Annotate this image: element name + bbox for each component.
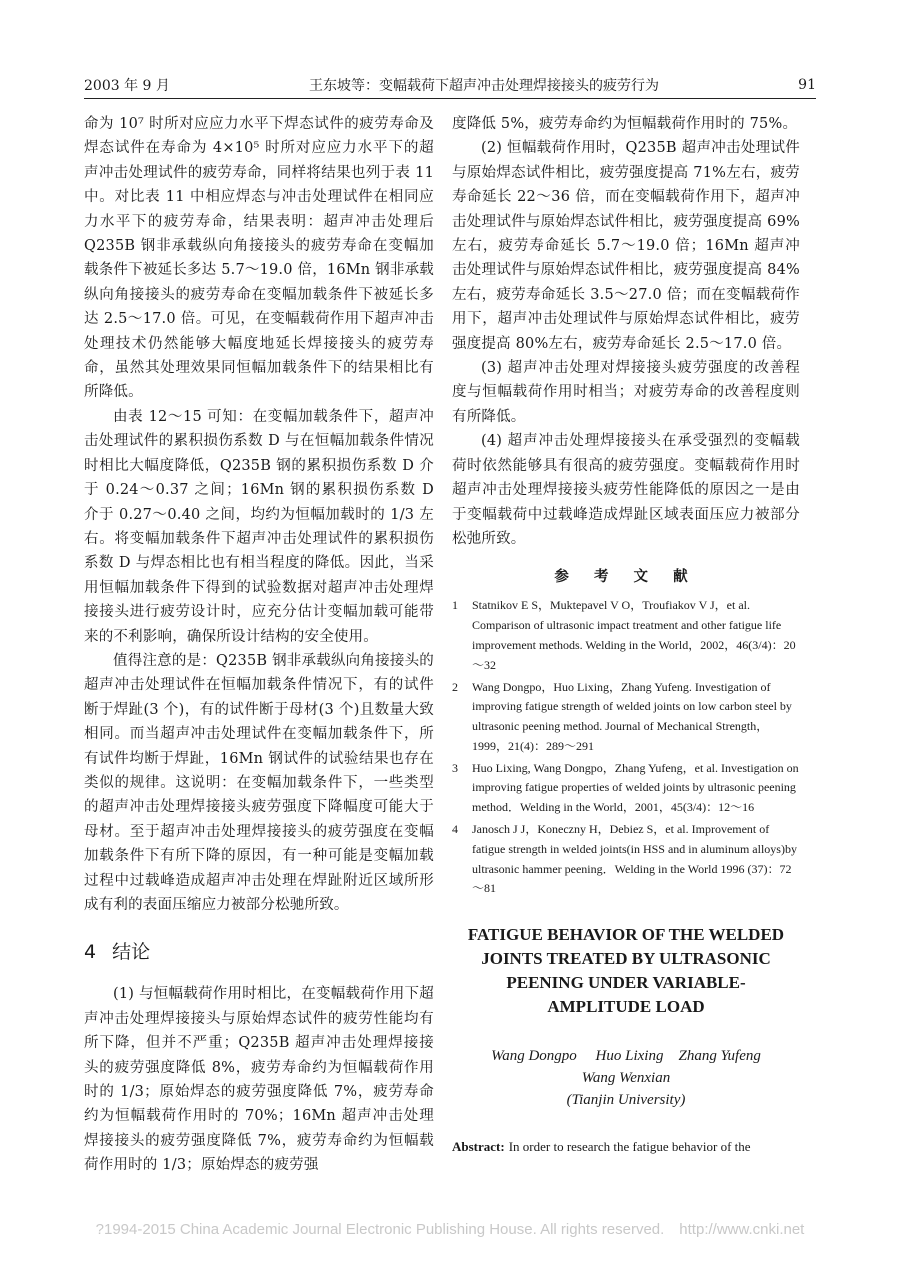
running-title: 王东坡等：变幅载荷下超声冲击处理焊接接头的疲劳行为 xyxy=(309,78,660,94)
reference-text: Janosch J J，Koneczny H，Debiez S，et al. Improvement of fatigue strength in welded joints(in HSS and in aluminum alloys)by ultrasonic hammer peening．Welding in the World 1996 (37)：72～81 xyxy=(472,822,797,896)
reference-number: 2 xyxy=(452,679,458,694)
affiliation: (Tianjin University) xyxy=(566,1092,686,1109)
abstract xyxy=(452,1137,800,1157)
author-block xyxy=(452,1045,800,1111)
page-number: 91 xyxy=(798,77,816,93)
conclusion-2: (2) 恒幅载荷作用时，Q235B 超声冲击处理试件与原始焊态试件相比，疲劳强度提高 71%左右，疲劳寿命延长 22～36 倍，而在变幅载荷作用下，超声冲击处理试件与原始焊态试件相比，疲劳强度提高 69%左右，疲劳寿命延长 5.7～19.0 倍；16Mn 超声冲击处理试件与原始焊态试件相比，疲劳强度提高 84%左右，疲劳寿命延长 3.5～27.0 倍；而在变幅载荷作用下，超声冲击处理试件与原始焊态试件相比，疲劳强度提高 80%左右，疲劳寿命延长 2.5～17.0 倍。 xyxy=(452,140,800,352)
reference-item xyxy=(452,596,800,675)
reference-number: 3 xyxy=(452,760,458,775)
reference-list xyxy=(452,596,800,899)
english-title-line: AMPLITUDE LOAD xyxy=(547,997,705,1017)
english-title-line: JOINTS TREATED BY ULTRASONIC xyxy=(481,949,771,969)
reference-item xyxy=(452,820,800,899)
reference-number: 1 xyxy=(452,598,458,613)
conclusion-1: (1) 与恒幅载荷作用时相比，在变幅载荷作用下超声冲击处理焊接接头与原始焊态试件的疲劳性能均有所下降，但并不严重；Q235B 超声冲击处理焊接接头的疲劳强度降低 8%，疲劳寿命约为恒幅载荷作用时的 1/3；原始焊态的疲劳强度降低 7%，疲劳寿命约为恒幅载荷作用时的 70%；16Mn 超声冲击处理焊接接头的疲劳强度降低 7%，疲劳寿命约为恒幅载荷作用时的 1/3；原始焊态的疲劳强 xyxy=(84,986,434,1174)
section-heading xyxy=(84,937,434,964)
reference-number: 4 xyxy=(452,822,458,837)
copyright-watermark: ?1994-2015 China Academic Journal Electronic Publishing House. All rights reserved. http://www.cnki.net xyxy=(95,1221,805,1238)
authors-line: Wang Wenxian xyxy=(581,1070,671,1087)
body-paragraph: 值得注意的是：Q235B 钢非承载纵向角接接头的超声冲击处理试件在恒幅加载条件情况下，有的试件断于焊趾(3 个)，有的试件断于母材(3 个)且数量大致相同。而当超声冲击处理试件在变幅加载条件下，所有试件均断于焊趾，16Mn 钢试件的试验结果也存在类似的规律。这说明：在变幅加载条件下，一些类型的超声冲击处理焊接接头疲劳强度下降幅度可能大于母材。至于超声冲击处理焊接接头的疲劳强度在变幅加载条件下有所下降的原因，有一种可能是变幅加载过程中过载峰造成超声冲击处理在焊趾附近区域所形成有利的表面压缩应力被部分松驰所致。 xyxy=(84,652,434,913)
conclusion-4: (4) 超声冲击处理焊接接头在承受强烈的变幅载荷时依然能够具有很高的疲劳强度。变幅载荷作用时超声冲击处理焊接接头疲劳性能降低的原因之一是由于变幅载荷中过载峰造成焊趾区域表面压应力被部分松弛所致。 xyxy=(452,433,800,547)
authors-line: Wang Dongpo Huo Lixing Zhang Yufeng xyxy=(491,1048,761,1065)
reference-item xyxy=(452,678,800,757)
body-paragraph: 命为 10⁷ 时所对应应力水平下焊态试件的疲劳寿命及焊态试件在寿命为 4×10⁵ 时所对应应力水平下的超声冲击处理试件的疲劳寿命，同样将结果也列于表 11 中。对比表 11 中相应焊态与冲击处理试件在相同应力水平下的疲劳寿命，结果表明：超声冲击处理后 Q235B 钢非承载纵向角接接头的疲劳寿命在变幅加载条件下被延长多达 5.7～19.0 倍，16Mn 钢非承载纵向角接接头的疲劳寿命在变幅加载条件下被延长多达 2.5～17.0 倍。可见，在变幅载荷作用下超声冲击处理技术仍然能够大幅度地延长焊接接头的疲劳寿命，虽然其处理效果同恒幅加载条件下的结果相比有所降低。 xyxy=(84,116,434,401)
conclusion-3: (3) 超声冲击处理对焊接接头疲劳强度的改善程度与恒幅载荷作用时相当；对疲劳寿命的改善程度则有所降低。 xyxy=(452,360,800,425)
reference-text: Wang Dongpo，Huo Lixing，Zhang Yufeng. Investigation of improving fatigue strength of welded joints on low carbon steel by ultrasonic peening method. Journal of Mechanical Strength，1999，21(4)：289～291 xyxy=(472,679,792,753)
section-title: 结论 xyxy=(112,941,151,964)
reference-item xyxy=(452,759,800,818)
english-title-line: FATIGUE BEHAVIOR OF THE WELDED xyxy=(467,925,785,945)
body-paragraph: 由表 12～15 可知：在变幅加载条件下，超声冲击处理试件的累积损伤系数 D 与在恒幅加载条件情况时相比大幅度降低，Q235B 钢的累积损伤系数 D 介于 0.24～0.37 之间；16Mn 钢的累积损伤系数 D 介于 0.27～0.40 之间，均约为恒幅加载时的 1/3 左右。将变幅加载条件下超声冲击处理试件的累积损伤系数 D 与焊态相比也有相当程度的降低。因此，当采用恒幅加载条件下得到的试验数据对超声冲击处理焊接接头进行疲劳设计时，应充分估计变幅加载可能带来的不利影响，确保所设计结构的安全使用。 xyxy=(84,408,434,645)
english-title-line: PEENING UNDER VARIABLE- xyxy=(506,973,746,993)
section-number: 4 xyxy=(84,941,97,964)
left-column xyxy=(84,112,434,1178)
issue-date: 2003 年 9 月 xyxy=(84,78,170,94)
references-heading: 参 考 文 献 xyxy=(554,568,698,586)
running-header xyxy=(84,74,816,96)
reference-text: Huo Lixing, Wang Dongpo，Zhang Yufeng，et al. Investigation on improving fatigue properties of welded joints by ultrasonic peening method．Welding in the World，2001，45(3/4)：12～16 xyxy=(472,760,799,815)
abstract-label: Abstract: xyxy=(452,1139,505,1155)
abstract-text: In order to research the fatigue behavior of the xyxy=(508,1139,751,1155)
reference-text: Statnikov E S，Muktepavel V O，Troufiakov V J，et al. Comparison of ultrasonic impact treatment and other fatigue life improvement methods. Welding in the World，2002，46(3/4)：20～32 xyxy=(472,598,796,672)
right-column xyxy=(452,112,800,1157)
english-title xyxy=(462,923,790,1019)
header-rule xyxy=(84,98,816,99)
conclusion-1-continuation: 度降低 5%，疲劳寿命约为恒幅载荷作用时的 75%。 xyxy=(452,116,798,132)
